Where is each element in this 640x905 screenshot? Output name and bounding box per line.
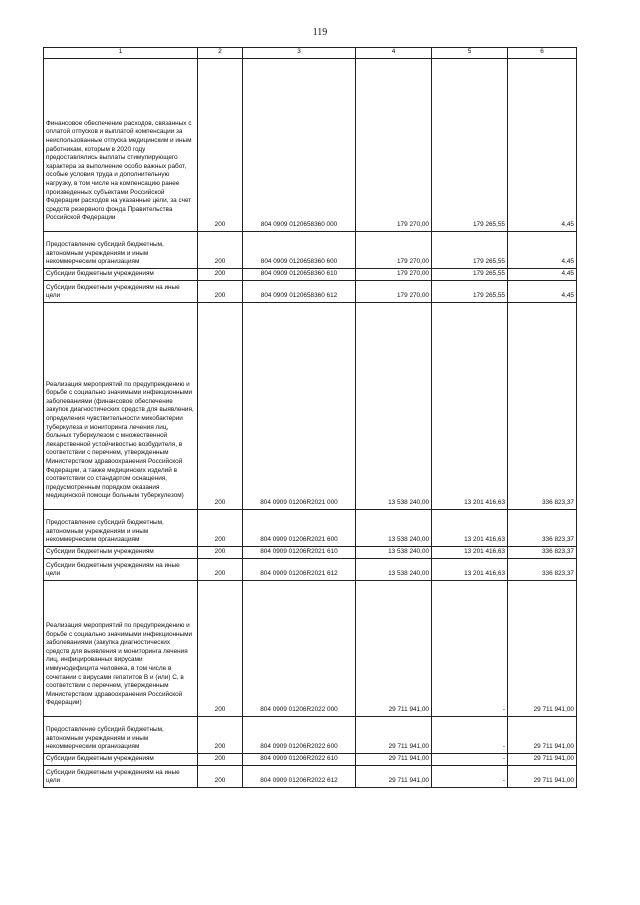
table-row [44, 303, 577, 510]
row-value-4: 29 711 941,00 [356, 717, 432, 754]
column-header: 5 [432, 48, 508, 59]
row-value-6: 4,45 [508, 59, 577, 232]
row-description: Субсидии бюджетным учреждениям на иные цели [44, 281, 198, 303]
column-header: 1 [44, 48, 198, 59]
table-row [44, 281, 577, 303]
row-code: 200 [198, 559, 243, 581]
row-value-5: 13 201 416,63 [432, 510, 508, 547]
table-row [44, 269, 577, 281]
row-description: Реализация мероприятий по предупреждению и борьбе с социально значимыми инфекционными заболеваниями (закупка диагностических средств для выявления и мониторинга лечения лиц, инфицированных вирусами иммунодефицита человека, в том числе в сочетании с вирусами гепатитов В и (или) С, в соответствии с перечнем, утвержденным Министерством здравоохранения Российской Федерации) [44, 581, 198, 717]
row-value-6: 4,45 [508, 232, 577, 269]
row-value-5: - [432, 754, 508, 766]
row-value-5: - [432, 766, 508, 788]
row-value-5: 179 265,55 [432, 281, 508, 303]
row-value-6: 29 711 941,00 [508, 754, 577, 766]
row-value-4: 179 270,00 [356, 269, 432, 281]
table-row [44, 754, 577, 766]
row-value-6: 4,45 [508, 281, 577, 303]
row-kbk: 804 0909 01206R2022 612 [243, 766, 356, 788]
row-value-4: 29 711 941,00 [356, 581, 432, 717]
row-kbk: 804 0909 01206R2022 610 [243, 754, 356, 766]
row-value-4: 179 270,00 [356, 232, 432, 269]
row-code: 200 [198, 547, 243, 559]
row-description: Предоставление субсидий бюджетным, автономным учреждениям и иным некоммерческим организациям [44, 510, 198, 547]
row-value-4: 29 711 941,00 [356, 766, 432, 788]
table-row [44, 232, 577, 269]
table-row [44, 766, 577, 788]
row-description: Реализация мероприятий по предупреждению и борьбе с социально значимыми инфекционными заболеваниями (финансовое обеспечение закупок диагностических средств для выявления, определения чувствительности микобактерии туберкулеза и мониторинга лечения лиц, больных туберкулезом с множественной лекарственной устойчивостью возбудителя, в соответствии с перечнем, утвержденным Министерством здравоохранения Российской Федерации, а также медицинских изделий в соответствии со стандартом оснащения, предусмотренным порядком оказания медицинской помощи больным туберкулезом) [44, 303, 198, 510]
row-value-6: 29 711 941,00 [508, 581, 577, 717]
row-kbk: 804 0909 01206R2022 600 [243, 717, 356, 754]
row-value-6: 336 823,37 [508, 559, 577, 581]
table-row [44, 510, 577, 547]
row-value-5: 179 265,55 [432, 59, 508, 232]
page-number: 119 [312, 27, 328, 38]
row-code: 200 [198, 766, 243, 788]
row-value-6: 4,45 [508, 269, 577, 281]
table-row [44, 581, 577, 717]
row-value-6: 29 711 941,00 [508, 717, 577, 754]
row-kbk: 804 0909 01206R2021 610 [243, 547, 356, 559]
row-description: Субсидии бюджетным учреждениям [44, 269, 198, 281]
row-code: 200 [198, 754, 243, 766]
row-code: 200 [198, 281, 243, 303]
row-description: Предоставление субсидий бюджетным, автономным учреждениям и иным некоммерческим организациям [44, 232, 198, 269]
row-value-5: 179 265,55 [432, 269, 508, 281]
row-kbk: 804 0909 01206R2021 000 [243, 303, 356, 510]
row-kbk: 804 0909 0120658360 000 [243, 59, 356, 232]
row-kbk: 804 0909 01206R2022 000 [243, 581, 356, 717]
row-value-4: 179 270,00 [356, 281, 432, 303]
row-code: 200 [198, 232, 243, 269]
row-code: 200 [198, 59, 243, 232]
row-description: Субсидии бюджетным учреждениям на иные цели [44, 766, 198, 788]
row-value-5: 13 201 416,63 [432, 303, 508, 510]
row-value-4: 13 538 240,00 [356, 303, 432, 510]
row-description: Субсидии бюджетным учреждениям [44, 754, 198, 766]
row-description: Субсидии бюджетным учреждениям [44, 547, 198, 559]
row-value-6: 336 823,37 [508, 547, 577, 559]
row-code: 200 [198, 303, 243, 510]
table-row [44, 717, 577, 754]
row-kbk: 804 0909 0120658360 610 [243, 269, 356, 281]
row-code: 200 [198, 717, 243, 754]
column-header: 6 [508, 48, 577, 59]
row-code: 200 [198, 269, 243, 281]
row-value-4: 13 538 240,00 [356, 510, 432, 547]
row-value-5: - [432, 581, 508, 717]
row-description: Финансовое обеспечение расходов, связанных с оплатой отпусков и выплатой компенсации за неиспользованные отпуска медицинским и иным работникам, которым в 2020 году предоставлялись выплаты стимулирующего характера за выполнение особо важных работ, особые условия труда и дополнительную нагрузку, в том числе на компенсацию ранее произведенных субъектами Российской Федерации расходов на указанные цели, за счет средств резервного фонда Правительства Российской Федерации [44, 59, 198, 232]
row-kbk: 804 0909 0120658360 600 [243, 232, 356, 269]
row-kbk: 804 0909 0120658360 612 [243, 281, 356, 303]
budget-table [43, 47, 577, 788]
row-code: 200 [198, 510, 243, 547]
row-code: 200 [198, 581, 243, 717]
row-description: Субсидии бюджетным учреждениям на иные цели [44, 559, 198, 581]
column-header: 2 [198, 48, 243, 59]
row-value-5: 179 265,55 [432, 232, 508, 269]
row-value-4: 13 538 240,00 [356, 547, 432, 559]
row-kbk: 804 0909 01206R2021 612 [243, 559, 356, 581]
row-description: Предоставление субсидий бюджетным, автономным учреждениям и иным некоммерческим организациям [44, 717, 198, 754]
row-value-5: 13 201 416,63 [432, 547, 508, 559]
row-value-4: 179 270,00 [356, 59, 432, 232]
column-header: 3 [243, 48, 356, 59]
row-value-6: 336 823,37 [508, 303, 577, 510]
row-value-5: - [432, 717, 508, 754]
table-row [44, 547, 577, 559]
table-row [44, 559, 577, 581]
row-value-4: 29 711 941,00 [356, 754, 432, 766]
row-value-6: 336 823,37 [508, 510, 577, 547]
column-header: 4 [356, 48, 432, 59]
row-value-6: 29 711 941,00 [508, 766, 577, 788]
row-value-4: 13 538 240,00 [356, 559, 432, 581]
table-row [44, 59, 577, 232]
row-kbk: 804 0909 01206R2021 600 [243, 510, 356, 547]
row-value-5: 13 201 416,63 [432, 559, 508, 581]
column-header-row [44, 48, 577, 59]
